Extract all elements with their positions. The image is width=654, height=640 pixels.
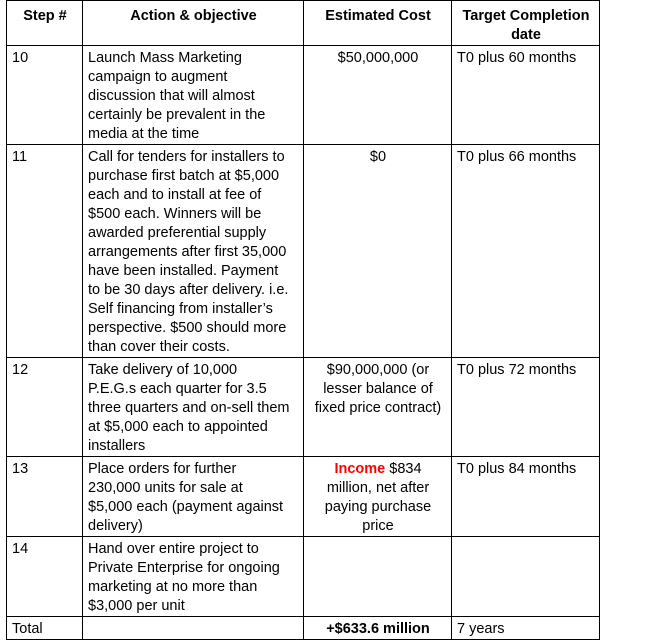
target-text: T0 plus 72 months	[457, 362, 577, 378]
header-row	[7, 1, 600, 46]
header-cost	[304, 1, 452, 46]
total-empty-cell	[83, 617, 304, 640]
action-line: Self financing from installer’s	[88, 301, 273, 317]
income-label: Income	[334, 461, 386, 477]
action-line: have been installed. Payment	[88, 263, 279, 279]
header-cost-text: Estimated Cost	[325, 8, 431, 24]
action-line: P.E.G.s each quarter for 3.5	[88, 381, 267, 397]
header-step-text: Step #	[23, 8, 67, 24]
total-target-cell	[452, 617, 600, 640]
table-row	[7, 46, 600, 145]
action-line: discussion that will almost	[88, 88, 255, 104]
target-text: T0 plus 66 months	[457, 149, 577, 165]
cost-line: $90,000,000 (or	[326, 362, 430, 378]
action-line: certainly be prevalent in the	[88, 107, 266, 123]
action-cell	[83, 358, 304, 457]
action-line: marketing at no more than	[88, 579, 258, 595]
header-step	[7, 1, 83, 46]
header-target-line2: date	[511, 27, 541, 43]
action-line: Take delivery of 10,000	[88, 362, 238, 378]
target-cell	[452, 457, 600, 537]
total-target: 7 years	[457, 621, 505, 637]
table-row	[7, 457, 600, 537]
step-number: 11	[12, 149, 28, 165]
action-line: awarded preferential supply	[88, 225, 267, 241]
action-line: Private Enterprise for ongoing	[88, 560, 280, 576]
action-line: 230,000 units for sale at	[88, 480, 243, 496]
total-row	[7, 617, 600, 640]
cost-line: price	[362, 518, 394, 534]
cost-line: $50,000,000	[337, 50, 419, 66]
action-line: installers	[88, 438, 146, 454]
action-cell	[83, 46, 304, 145]
total-label: Total	[12, 621, 43, 637]
table-row	[7, 358, 600, 457]
header-action-text: Action & objective	[130, 8, 257, 24]
cost-cell	[304, 537, 452, 617]
action-cell	[83, 457, 304, 537]
action-line: Place orders for further	[88, 461, 237, 477]
cost-line: $0	[369, 149, 387, 165]
cost-cell	[304, 457, 452, 537]
target-cell	[452, 46, 600, 145]
action-cell	[83, 537, 304, 617]
action-line: each and to install at fee of	[88, 187, 262, 203]
step-number: 14	[12, 541, 29, 557]
total-cost-cell	[304, 617, 452, 640]
cost-line: paying purchase	[324, 499, 432, 515]
action-line: $500 each. Winners will be	[88, 206, 262, 222]
step-cell	[7, 358, 83, 457]
action-line: Call for tenders for installers to	[88, 149, 285, 165]
step-number: 10	[12, 50, 29, 66]
action-line: $3,000 per unit	[88, 598, 185, 614]
cost-line: million, net after	[326, 480, 430, 496]
step-number: 13	[12, 461, 29, 477]
action-line: than cover their costs.	[88, 339, 230, 355]
action-cell	[83, 145, 304, 358]
target-text: T0 plus 60 months	[457, 50, 577, 66]
header-target-line1: Target Completion	[462, 8, 590, 24]
action-line: media at the time	[88, 126, 200, 142]
step-cell	[7, 537, 83, 617]
action-line: to be 30 days after delivery. i.e.	[88, 282, 289, 298]
action-line: Launch Mass Marketing	[88, 50, 242, 66]
cost-line	[309, 460, 447, 479]
action-line: at $5,000 each to appointed	[88, 419, 268, 435]
action-line: purchase first batch at $5,000	[88, 168, 280, 184]
cost-line: lesser balance of	[323, 381, 433, 397]
cost-cell	[304, 358, 452, 457]
total-label-cell	[7, 617, 83, 640]
action-line: arrangements after first 35,000	[88, 244, 287, 260]
action-line: Hand over entire project to	[88, 541, 259, 557]
target-cell	[452, 358, 600, 457]
cost-cell	[304, 46, 452, 145]
income-amount: $834	[385, 461, 422, 477]
step-cell	[7, 457, 83, 537]
step-number: 12	[12, 362, 29, 378]
project-steps-table	[6, 0, 600, 640]
step-cell	[7, 46, 83, 145]
total-cost: +$633.6 million	[326, 621, 430, 637]
header-target	[452, 1, 600, 46]
action-line: delivery)	[88, 518, 143, 534]
step-cell	[7, 145, 83, 358]
header-action	[83, 1, 304, 46]
target-cell	[452, 145, 600, 358]
action-line: campaign to augment	[88, 69, 228, 85]
table-row	[7, 145, 600, 358]
target-cell	[452, 537, 600, 617]
cost-cell	[304, 145, 452, 358]
action-line: three quarters and on-sell them	[88, 400, 290, 416]
action-line: perspective. $500 should more	[88, 320, 287, 336]
action-line: $5,000 each (payment against	[88, 499, 284, 515]
target-text: T0 plus 84 months	[457, 461, 577, 477]
table-row	[7, 537, 600, 617]
cost-line: fixed price contract)	[314, 400, 442, 416]
